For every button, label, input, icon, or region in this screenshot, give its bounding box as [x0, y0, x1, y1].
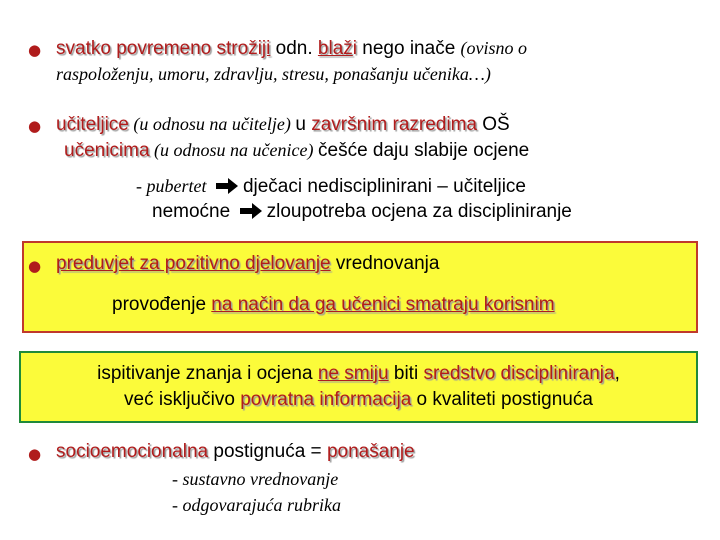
box2-text: ispitivanje znanja i ocjena: [97, 363, 318, 384]
box1-text: provođenje: [112, 294, 212, 315]
box1-line-1: [56, 252, 439, 277]
sub-text: nemoćne: [152, 201, 231, 222]
right-arrow-icon: [239, 203, 263, 219]
b4-sub-text: - sustavno vrednovanje: [172, 469, 339, 489]
sub-text: zloupotreba ocjena za discipliniranje: [266, 201, 572, 222]
bullet-icon: ●: [28, 445, 42, 463]
b2-text: završnim razredima: [311, 114, 477, 135]
box2-text: biti: [388, 363, 424, 384]
box2-text: ne smiju: [317, 363, 389, 384]
b2-text: (u odnosu na učenice): [149, 140, 318, 160]
box2-text: o kvaliteti postignuća: [411, 389, 593, 410]
b2-text: u: [295, 114, 312, 135]
box2-text: sredstvo discipliniranja: [423, 363, 615, 384]
b2-text: učenicima: [64, 140, 150, 161]
box2-text: već isključivo: [124, 389, 241, 410]
box2-line-2: [21, 387, 696, 413]
highlight-box-assessment: [19, 351, 698, 423]
box2-text: povratna informacija: [240, 389, 412, 410]
sub-line-2: [152, 200, 572, 225]
box1-text: vrednovanja: [330, 253, 440, 274]
b1-text: svatko povremeno stroži: [56, 38, 262, 59]
bullet-icon: ●: [28, 41, 42, 59]
sub-dash: -: [136, 176, 147, 196]
b2-text: učiteljice: [56, 114, 129, 135]
bullet-icon: ●: [28, 257, 42, 275]
box1-line-2: [112, 293, 555, 318]
sub-text: dječaci nedisciplinirani – učiteljice: [242, 176, 526, 197]
b1-text: nego inače: [357, 38, 461, 59]
sub-pubertet: pubertet: [146, 176, 207, 196]
bullet-icon: ●: [28, 117, 42, 135]
sub-line-1: [136, 174, 526, 200]
b2-text: OŠ: [476, 114, 510, 135]
b1-text: i: [352, 38, 358, 59]
b2-text: (u odnosu na učitelje): [128, 114, 296, 134]
b4-text: ponašanje: [326, 441, 415, 462]
bullet-1-line-1: [56, 36, 527, 62]
bullet-2-line-2: [64, 138, 529, 164]
b4-text: socioemocionalna: [56, 441, 209, 462]
bullet-4-sub-2: [172, 493, 341, 519]
b1-text: (ovisno o: [460, 38, 528, 58]
bullet-1-line-2: [56, 62, 491, 88]
box1-text: na način da ga učenici smatraju korisnim: [211, 294, 555, 315]
b2-text: češće daju slabije ocjene: [318, 140, 530, 161]
b4-sub-text: - odgovarajuća rubrika: [172, 495, 341, 515]
b4-text: postignuća =: [208, 441, 327, 462]
box2-line-1: [21, 361, 696, 387]
b1-text: raspoloženju, umoru, zdravlju, stresu, ponašanju učenika…): [56, 64, 491, 84]
box2-text: ,: [614, 363, 620, 384]
right-arrow-icon: [215, 178, 239, 194]
bullet-4-sub-1: [172, 467, 338, 493]
bullet-2-line-1: [56, 112, 510, 138]
b1-text: blaž: [317, 38, 353, 59]
b1-text: ji: [261, 38, 271, 59]
box1-text: preduvjet za pozitivno djelovanje: [56, 253, 331, 274]
bullet-4-line-1: [56, 440, 415, 465]
b1-text: odn.: [270, 38, 318, 59]
